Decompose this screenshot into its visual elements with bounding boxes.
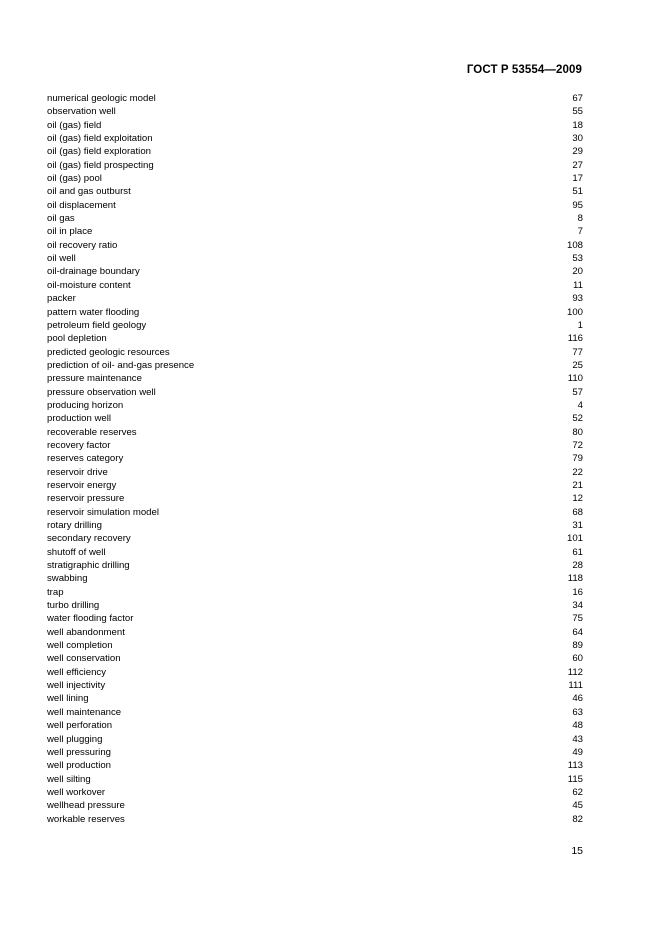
index-entry xyxy=(47,479,583,492)
index-term-number: 100 xyxy=(566,306,583,318)
index-term-number: 52 xyxy=(572,413,583,425)
index-term: well maintenance xyxy=(47,706,122,718)
index-term: rotary drilling xyxy=(47,520,102,531)
index-term-number: 8 xyxy=(577,213,583,225)
index-term-number: 77 xyxy=(572,346,583,358)
index-term-number: 113 xyxy=(567,760,583,772)
index-term: oil well xyxy=(47,253,76,265)
index-term-number: 61 xyxy=(572,546,583,558)
index-entry xyxy=(47,172,583,185)
index-term: oil (gas) field exploitation xyxy=(47,133,153,145)
index-term: oil (gas) field exploration xyxy=(47,146,151,158)
index-term: reservoir simulation model xyxy=(47,506,159,518)
index-term-number: 67 xyxy=(572,93,583,104)
index-term: pressure maintenance xyxy=(47,373,142,385)
index-entry xyxy=(47,119,583,132)
index-term-number: 20 xyxy=(572,266,583,278)
index-term-number: 111 xyxy=(568,680,583,692)
index-term: shutoff of well xyxy=(47,546,106,558)
index-term: well perforation xyxy=(47,720,113,732)
index-term-number: 31 xyxy=(572,520,583,531)
index-entry xyxy=(47,452,583,465)
index-entry xyxy=(47,185,583,198)
index-term-number: 51 xyxy=(572,186,583,198)
index-term: well silting xyxy=(47,773,91,785)
index-entry xyxy=(47,652,583,665)
index-term-number: 101 xyxy=(566,533,583,545)
index-term-number: 82 xyxy=(572,813,583,825)
index-term-number: 62 xyxy=(572,786,583,798)
index-entry xyxy=(47,679,583,692)
index-entry xyxy=(47,332,583,345)
index-entry xyxy=(47,399,583,412)
index-term-number: 75 xyxy=(572,613,583,625)
index-entry xyxy=(47,599,583,612)
index-term: oil recovery ratio xyxy=(47,239,118,251)
index-term-number: 17 xyxy=(572,173,583,185)
index-term-number: 53 xyxy=(572,253,583,265)
index-entry xyxy=(47,799,583,812)
index-term: recovery factor xyxy=(47,439,111,451)
index-term: reservoir pressure xyxy=(47,493,125,505)
index-entry xyxy=(47,586,583,599)
index-term-number: 68 xyxy=(572,506,583,518)
index-term: oil displacement xyxy=(47,199,116,211)
index-term-number: 22 xyxy=(572,466,583,478)
index-term: well pressuring xyxy=(47,746,111,758)
index-term-number: 30 xyxy=(572,133,583,145)
index-entry xyxy=(47,626,583,639)
index-term: oil gas xyxy=(47,213,75,225)
index-term: well production xyxy=(47,760,111,772)
index-term-number: 7 xyxy=(577,226,583,238)
index-term: reserves category xyxy=(47,453,124,465)
index-entry xyxy=(47,225,583,238)
index-term: well abandonment xyxy=(47,626,125,638)
index-term: turbo drilling xyxy=(47,600,100,612)
index-entry xyxy=(47,719,583,732)
index-term-number: 55 xyxy=(572,106,583,118)
index-entry xyxy=(47,546,583,559)
index-term-number: 16 xyxy=(572,586,583,598)
index-entry xyxy=(47,239,583,252)
index-entry xyxy=(47,346,583,359)
index-term-number: 45 xyxy=(572,800,583,812)
index-term-number: 115 xyxy=(567,773,583,785)
index-term: recoverable reserves xyxy=(47,426,137,438)
index-entry xyxy=(47,265,583,278)
index-term-number: 25 xyxy=(572,359,583,371)
index-entry xyxy=(47,145,583,158)
index-term-number: 49 xyxy=(572,746,583,758)
index-term: pressure observation well xyxy=(47,386,156,398)
index-term: pattern water flooding xyxy=(47,306,140,318)
index-entry xyxy=(47,759,583,772)
index-term-number: 116 xyxy=(567,333,583,345)
index-entry xyxy=(47,306,583,319)
index-term: reservoir energy xyxy=(47,479,117,491)
index-term-number: 64 xyxy=(572,626,583,638)
index-term: well efficiency xyxy=(47,666,107,678)
index-term-number: 48 xyxy=(572,720,583,732)
index-term: pool depletion xyxy=(47,333,107,345)
index-term-number: 4 xyxy=(577,399,583,411)
index-term-number: 118 xyxy=(567,573,583,585)
index-term: oil (gas) pool xyxy=(47,173,102,185)
index-entry xyxy=(47,159,583,172)
index-term: stratigraphic drilling xyxy=(47,560,130,572)
index-term-number: 63 xyxy=(572,706,583,718)
index-term-number: 79 xyxy=(572,453,583,465)
index-term-number: 89 xyxy=(572,640,583,652)
index-term-number: 112 xyxy=(567,666,583,678)
index-term: observation well xyxy=(47,106,116,118)
page-number: 15 xyxy=(571,845,583,857)
index-entry xyxy=(47,813,583,826)
index-term: trap xyxy=(47,586,64,598)
index-term-number: 80 xyxy=(572,426,583,438)
index-entry xyxy=(47,412,583,425)
index-entry xyxy=(47,199,583,212)
index-entry xyxy=(47,492,583,505)
index-entry xyxy=(47,733,583,746)
index-term: well plugging xyxy=(47,733,103,745)
index-entry xyxy=(47,692,583,705)
index-entry xyxy=(47,439,583,452)
index-term: predicted geologic resources xyxy=(47,346,170,358)
index-term-number: 1 xyxy=(577,319,583,331)
index-term-number: 95 xyxy=(572,199,583,211)
index-entry xyxy=(47,252,583,265)
index-term: oil-drainage boundary xyxy=(47,266,140,278)
index-term: secondary recovery xyxy=(47,533,131,545)
index-entry xyxy=(47,132,583,145)
index-term-number: 12 xyxy=(572,493,583,505)
index-entry xyxy=(47,212,583,225)
index-term: oil and gas outburst xyxy=(47,186,131,198)
index-entry xyxy=(47,532,583,545)
index-entry xyxy=(47,706,583,719)
index-entry xyxy=(47,639,583,652)
index-entry xyxy=(47,559,583,572)
index-entry xyxy=(47,666,583,679)
index-entry xyxy=(47,372,583,385)
index-entry xyxy=(47,612,583,625)
index-term-number: 27 xyxy=(572,159,583,171)
index-term-number: 28 xyxy=(572,560,583,572)
index-term: well injectivity xyxy=(47,680,106,692)
index-term: oil (gas) field xyxy=(47,119,102,131)
index-entry xyxy=(47,426,583,439)
index-term-number: 18 xyxy=(572,119,583,131)
index-entry xyxy=(47,773,583,786)
index-term-number: 21 xyxy=(572,479,583,491)
index-term: numerical geologic model xyxy=(47,93,156,104)
index-term: swabbing xyxy=(47,573,88,585)
index-term-number: 72 xyxy=(572,439,583,451)
index-term: petroleum field geology xyxy=(47,319,147,331)
index-term: well lining xyxy=(47,693,89,705)
index-term: packer xyxy=(47,293,76,305)
document-standard-header: ГОСТ Р 53554—2009 xyxy=(466,64,582,76)
index-term-number: 57 xyxy=(572,386,583,398)
index-entry xyxy=(47,319,583,332)
index-term: water flooding factor xyxy=(47,613,134,625)
index-term-number: 29 xyxy=(572,146,583,158)
index-term-number: 110 xyxy=(567,373,583,385)
term-index-list xyxy=(47,92,583,826)
index-entry xyxy=(47,92,583,105)
index-entry xyxy=(47,105,583,118)
index-term: production well xyxy=(47,413,111,425)
index-entry xyxy=(47,519,583,532)
index-entry xyxy=(47,786,583,799)
index-term-number: 11 xyxy=(573,279,583,291)
index-term: oil (gas) field prospecting xyxy=(47,159,154,171)
index-entry xyxy=(47,386,583,399)
index-term-number: 43 xyxy=(572,733,583,745)
index-term: oil in place xyxy=(47,226,93,238)
index-term-number: 108 xyxy=(566,239,583,251)
index-term: wellhead pressure xyxy=(47,800,125,812)
index-entry xyxy=(47,746,583,759)
index-entry xyxy=(47,572,583,585)
index-entry xyxy=(47,292,583,305)
index-term: well completion xyxy=(47,640,113,652)
index-term: oil-moisture content xyxy=(47,279,131,291)
index-term: workable reserves xyxy=(47,813,125,825)
index-term: well conservation xyxy=(47,653,121,665)
index-entry xyxy=(47,279,583,292)
index-term-number: 93 xyxy=(572,293,583,305)
index-term: well workover xyxy=(47,786,106,798)
index-entry xyxy=(47,359,583,372)
index-term: prediction of oil- and-gas presence xyxy=(47,359,195,371)
index-entry xyxy=(47,506,583,519)
index-term-number: 34 xyxy=(572,600,583,612)
index-entry xyxy=(47,466,583,479)
index-term: producing horizon xyxy=(47,399,124,411)
index-term: reservoir drive xyxy=(47,466,108,478)
index-term-number: 46 xyxy=(572,693,583,705)
index-term-number: 60 xyxy=(572,653,583,665)
